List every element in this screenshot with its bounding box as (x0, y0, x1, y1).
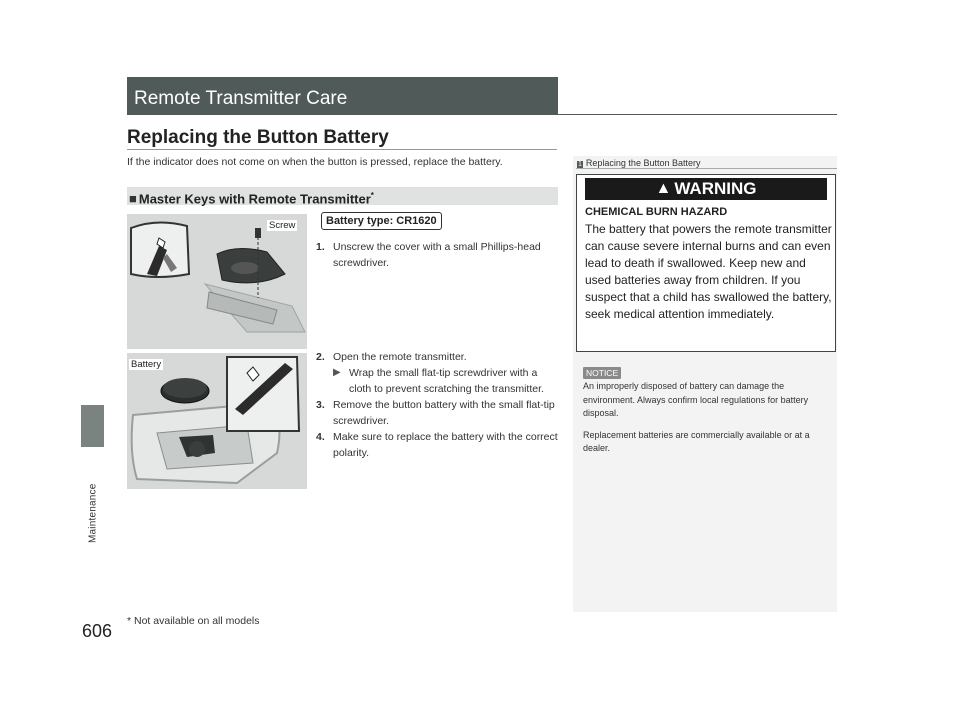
section-divider (127, 149, 557, 150)
screw-label: Screw (269, 220, 296, 231)
notice-paragraph: An improperly disposed of battery can damage the environment. Always confirm local regulations for battery disposal. (583, 381, 809, 418)
step-text: Open the remote transmitter. (333, 351, 467, 363)
page-title: Remote Transmitter Care (127, 77, 558, 114)
step-number: 1. (316, 241, 325, 253)
side-panel-title (577, 158, 700, 168)
side-panel-divider (576, 168, 837, 169)
page-number: 606 (82, 621, 113, 641)
battery-removal-illustration (127, 353, 307, 489)
warning-body (585, 204, 833, 323)
step-text: Unscrew the cover with a small Phillips-head screwdriver. (333, 241, 541, 269)
footnote-asterisk: * (370, 191, 374, 200)
notice-badge: NOTICE (583, 367, 621, 379)
battery-type-box: Battery type: CR1620 (321, 212, 442, 230)
subsection-heading-text: Master Keys with Remote Transmitter (138, 191, 371, 207)
step-item (316, 349, 560, 365)
subsection-heading (127, 187, 558, 205)
step-list-2 (316, 349, 560, 461)
warning-triangle-icon: ▲ (655, 180, 672, 197)
arrow-right-icon: ▶ (333, 367, 341, 378)
notice-text (583, 380, 833, 456)
section-tab (81, 405, 104, 447)
step-number: 4. (316, 431, 325, 443)
warning-heading: WARNING (674, 179, 757, 198)
step-number: 3. (316, 399, 325, 411)
step-item (316, 397, 560, 429)
sub-step-item (316, 365, 560, 397)
cover-removal-illustration (127, 214, 307, 349)
remote-battery-drawing (127, 353, 307, 489)
reference-marker-icon: 1 (578, 161, 582, 168)
step-item (316, 239, 560, 271)
warning-text: The battery that powers the remote transmitter can cause severe internal burns and can even lead to death if swallowed. Keep new and used batteries away from children. If you suspect that a child has swallowed the battery, seek medical attention immediately. (585, 222, 832, 321)
warning-header (585, 178, 827, 200)
step-item (316, 429, 560, 461)
title-divider (127, 114, 837, 115)
footnote: * Not available on all models (127, 615, 260, 627)
notice-paragraph: Replacement batteries are commercially available or at a dealer. (583, 429, 810, 453)
hazard-title: CHEMICAL BURN HAZARD (585, 206, 728, 218)
section-heading: Replacing the Button Battery (127, 127, 389, 148)
step-text: Remove the button battery with the small flat-tip screwdriver. (333, 399, 555, 427)
warning-box (576, 174, 836, 352)
intro-text: If the indicator does not come on when the button is pressed, replace the battery. (127, 156, 503, 168)
sidebar-chapter-label: Maintenance (87, 483, 99, 543)
side-panel-title-text: Replacing the Button Battery (585, 158, 701, 168)
step-number: 2. (316, 351, 325, 363)
remote-cover-drawing (127, 214, 307, 349)
sub-step-text: Wrap the small flat-tip screwdriver with a cloth to prevent scratching the transmitter. (349, 367, 544, 395)
step-list-1 (316, 239, 560, 271)
square-bullet-icon: ■ (129, 191, 137, 207)
battery-label: Battery (131, 359, 162, 370)
step-text: Make sure to replace the battery with the correct polarity. (333, 431, 558, 459)
